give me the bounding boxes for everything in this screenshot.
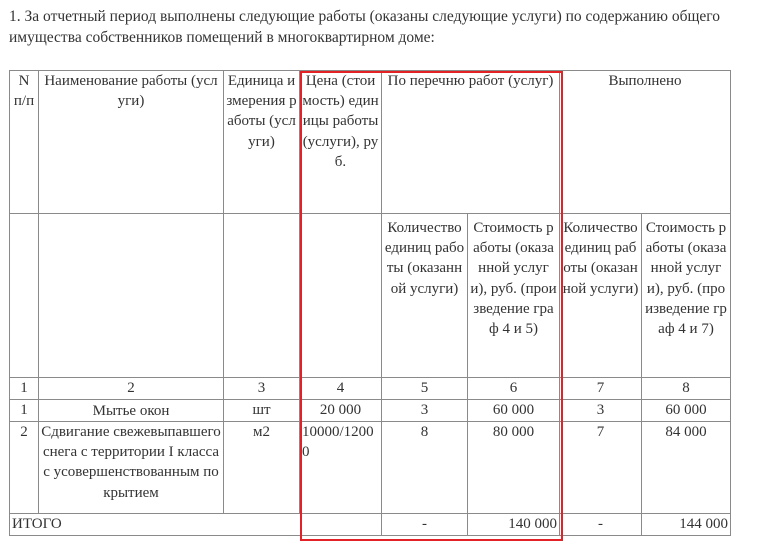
row-cost-done: 84 000 — [642, 422, 731, 514]
header-cost: Стоимость работы (оказанной услуги), руб. (произведение граф 4 и 5) — [468, 214, 560, 378]
row-num: 1 — [10, 400, 39, 422]
total-qty-done: - — [560, 514, 642, 536]
header-by-list: По перечню работ (услуг) — [382, 71, 560, 214]
column-number: 3 — [224, 378, 300, 400]
column-number: 2 — [39, 378, 224, 400]
row-price: 10000/12000 — [300, 422, 382, 514]
row-qty-done: 3 — [560, 400, 642, 422]
header-qty: Количество единиц работы (оказанной услуги) — [382, 214, 468, 378]
header-done: Выполнено — [560, 71, 731, 214]
row-num: 2 — [10, 422, 39, 514]
row-price: 20 000 — [300, 400, 382, 422]
header-cost-done: Стоимость работы (оказанной услуги), руб. (произведение граф 4 и 7) — [642, 214, 731, 378]
row-qty: 8 — [382, 422, 468, 514]
total-label: ИТОГО — [10, 514, 382, 536]
header-empty-cell — [224, 214, 300, 378]
column-number: 5 — [382, 378, 468, 400]
row-name: Мытье окон — [39, 400, 224, 422]
row-qty-done: 7 — [560, 422, 642, 514]
header-empty-cell — [300, 214, 382, 378]
row-qty: 3 — [382, 400, 468, 422]
row-cost: 60 000 — [468, 400, 560, 422]
header-price: Цена (стоимость) единицы работы (услуги), руб. — [300, 71, 382, 214]
column-number: 4 — [300, 378, 382, 400]
row-name: Сдвигание свежевыпавшего снега с территории I класса с усовершенствованным покрытием — [39, 422, 224, 514]
header-name: Наименование работы (услуги) — [39, 71, 224, 214]
header-unit: Единица измерения работы (услуги) — [224, 71, 300, 214]
total-qty: - — [382, 514, 468, 536]
total-cost-done: 144 000 — [642, 514, 731, 536]
column-number: 6 — [468, 378, 560, 400]
header-empty-cell — [39, 214, 224, 378]
total-row — [10, 514, 731, 536]
row-cost: 80 000 — [468, 422, 560, 514]
column-number: 8 — [642, 378, 731, 400]
works-table — [9, 70, 731, 536]
table-row — [10, 422, 731, 514]
row-unit: м2 — [224, 422, 300, 514]
column-number: 7 — [560, 378, 642, 400]
column-number: 1 — [10, 378, 39, 400]
header-empty-cell — [10, 214, 39, 378]
total-cost: 140 000 — [468, 514, 560, 536]
header-qty-done: Количество единиц работы (оказанной услуги) — [560, 214, 642, 378]
row-unit: шт — [224, 400, 300, 422]
header-num: N п/п — [10, 71, 39, 214]
column-separator — [561, 72, 562, 538]
row-cost-done: 60 000 — [642, 400, 731, 422]
table-row — [10, 400, 731, 422]
intro-paragraph: 1. За отчетный период выполнены следующие работы (оказаны следующие услуги) по содержанию общего имущества собственников помещений в многоквартирном доме: — [9, 8, 721, 46]
